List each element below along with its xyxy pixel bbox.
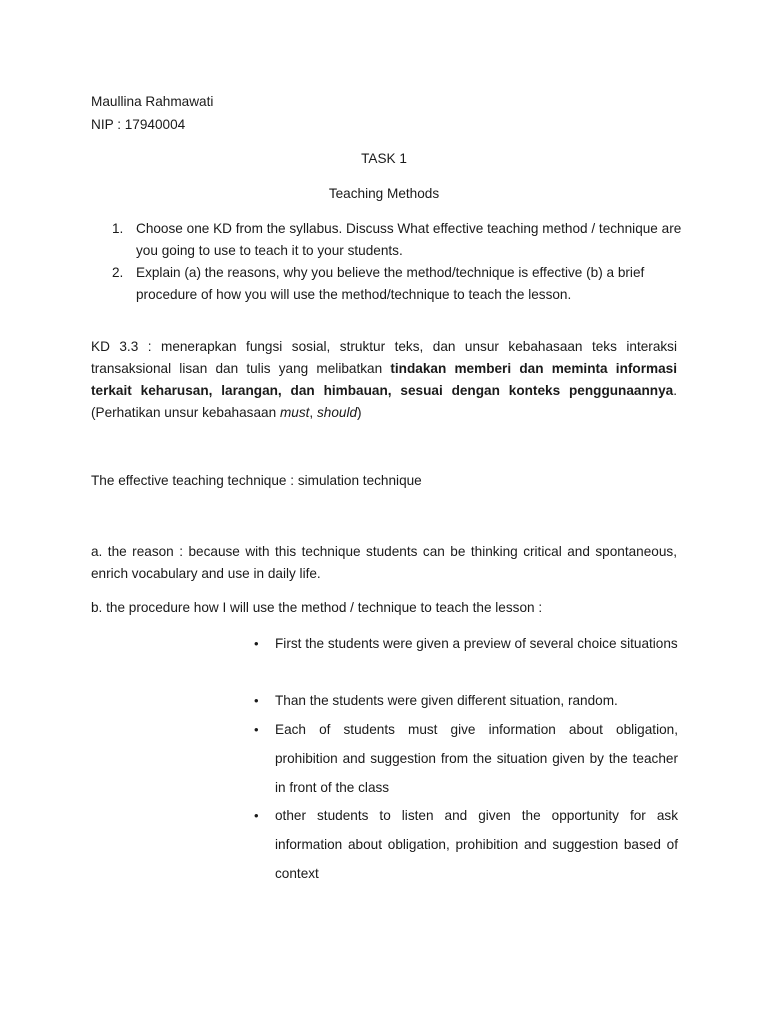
list-item	[254, 629, 678, 658]
list-item	[254, 686, 678, 715]
kd-bold-text: tindakan memberi dan meminta informasi terkait keharusan, larangan, dan himbauan, sesuai dengan konteks penggunaannya	[91, 361, 677, 398]
kd-note: . (Perhatikan unsur kebahasaan	[91, 383, 677, 420]
question-item	[112, 218, 692, 262]
question-text: Choose one KD from the syllabus. Discuss What effective teaching method / technique are you going to use to teach it to your students.	[136, 221, 682, 258]
question-text: Explain (a) the reasons, why you believe the method/technique is effective (b) a brief procedure of how you will use the method/technique to teach the lesson.	[136, 265, 645, 302]
question-number: 1.	[112, 221, 124, 236]
list-item-text: Than the students were given different situation, random.	[275, 693, 618, 708]
list-item-text: Each of students must give information about obligation, prohibition and suggestion from the situation given by the teacher in front of the class	[275, 722, 678, 795]
bullet-icon: •	[254, 808, 259, 823]
kd-italic-must: must	[279, 405, 310, 420]
author-nip: NIP : 17940004	[91, 117, 186, 132]
kd-close: )	[357, 405, 362, 420]
list-item	[254, 715, 678, 802]
task-title: TASK 1	[361, 151, 407, 166]
kd-comma: ,	[309, 405, 317, 420]
bullet-icon: •	[254, 636, 259, 651]
author-name: Maullina Rahmawati	[91, 94, 214, 109]
question-item	[112, 262, 692, 306]
list-item	[254, 801, 678, 888]
list-item-text: other students to listen and given the opportunity for ask information about obligation, prohibition and suggestion based of context	[275, 808, 678, 881]
kd-italic-should: should	[316, 405, 358, 420]
list-item-text: First the students were given a preview of several choice situations	[275, 636, 678, 651]
kd-text: KD 3.3 : menerapkan fungsi sosial, struktur teks, dan unsur kebahasaan teks interaksi transaksional lisan dan tulis yang melibatkan	[91, 339, 677, 376]
reason-paragraph: a. the reason : because with this technique students can be thinking critical and spontaneous, enrich vocabulary and use in daily life.	[91, 544, 677, 581]
kd-paragraph	[91, 336, 677, 424]
bullet-icon: •	[254, 693, 259, 708]
procedure-heading: b. the procedure how I will use the method / technique to teach the lesson :	[91, 600, 543, 615]
bullet-icon: •	[254, 722, 259, 737]
technique-line: The effective teaching technique : simulation technique	[91, 473, 422, 488]
question-number: 2.	[112, 265, 124, 280]
task-subtitle: Teaching Methods	[328, 186, 440, 201]
